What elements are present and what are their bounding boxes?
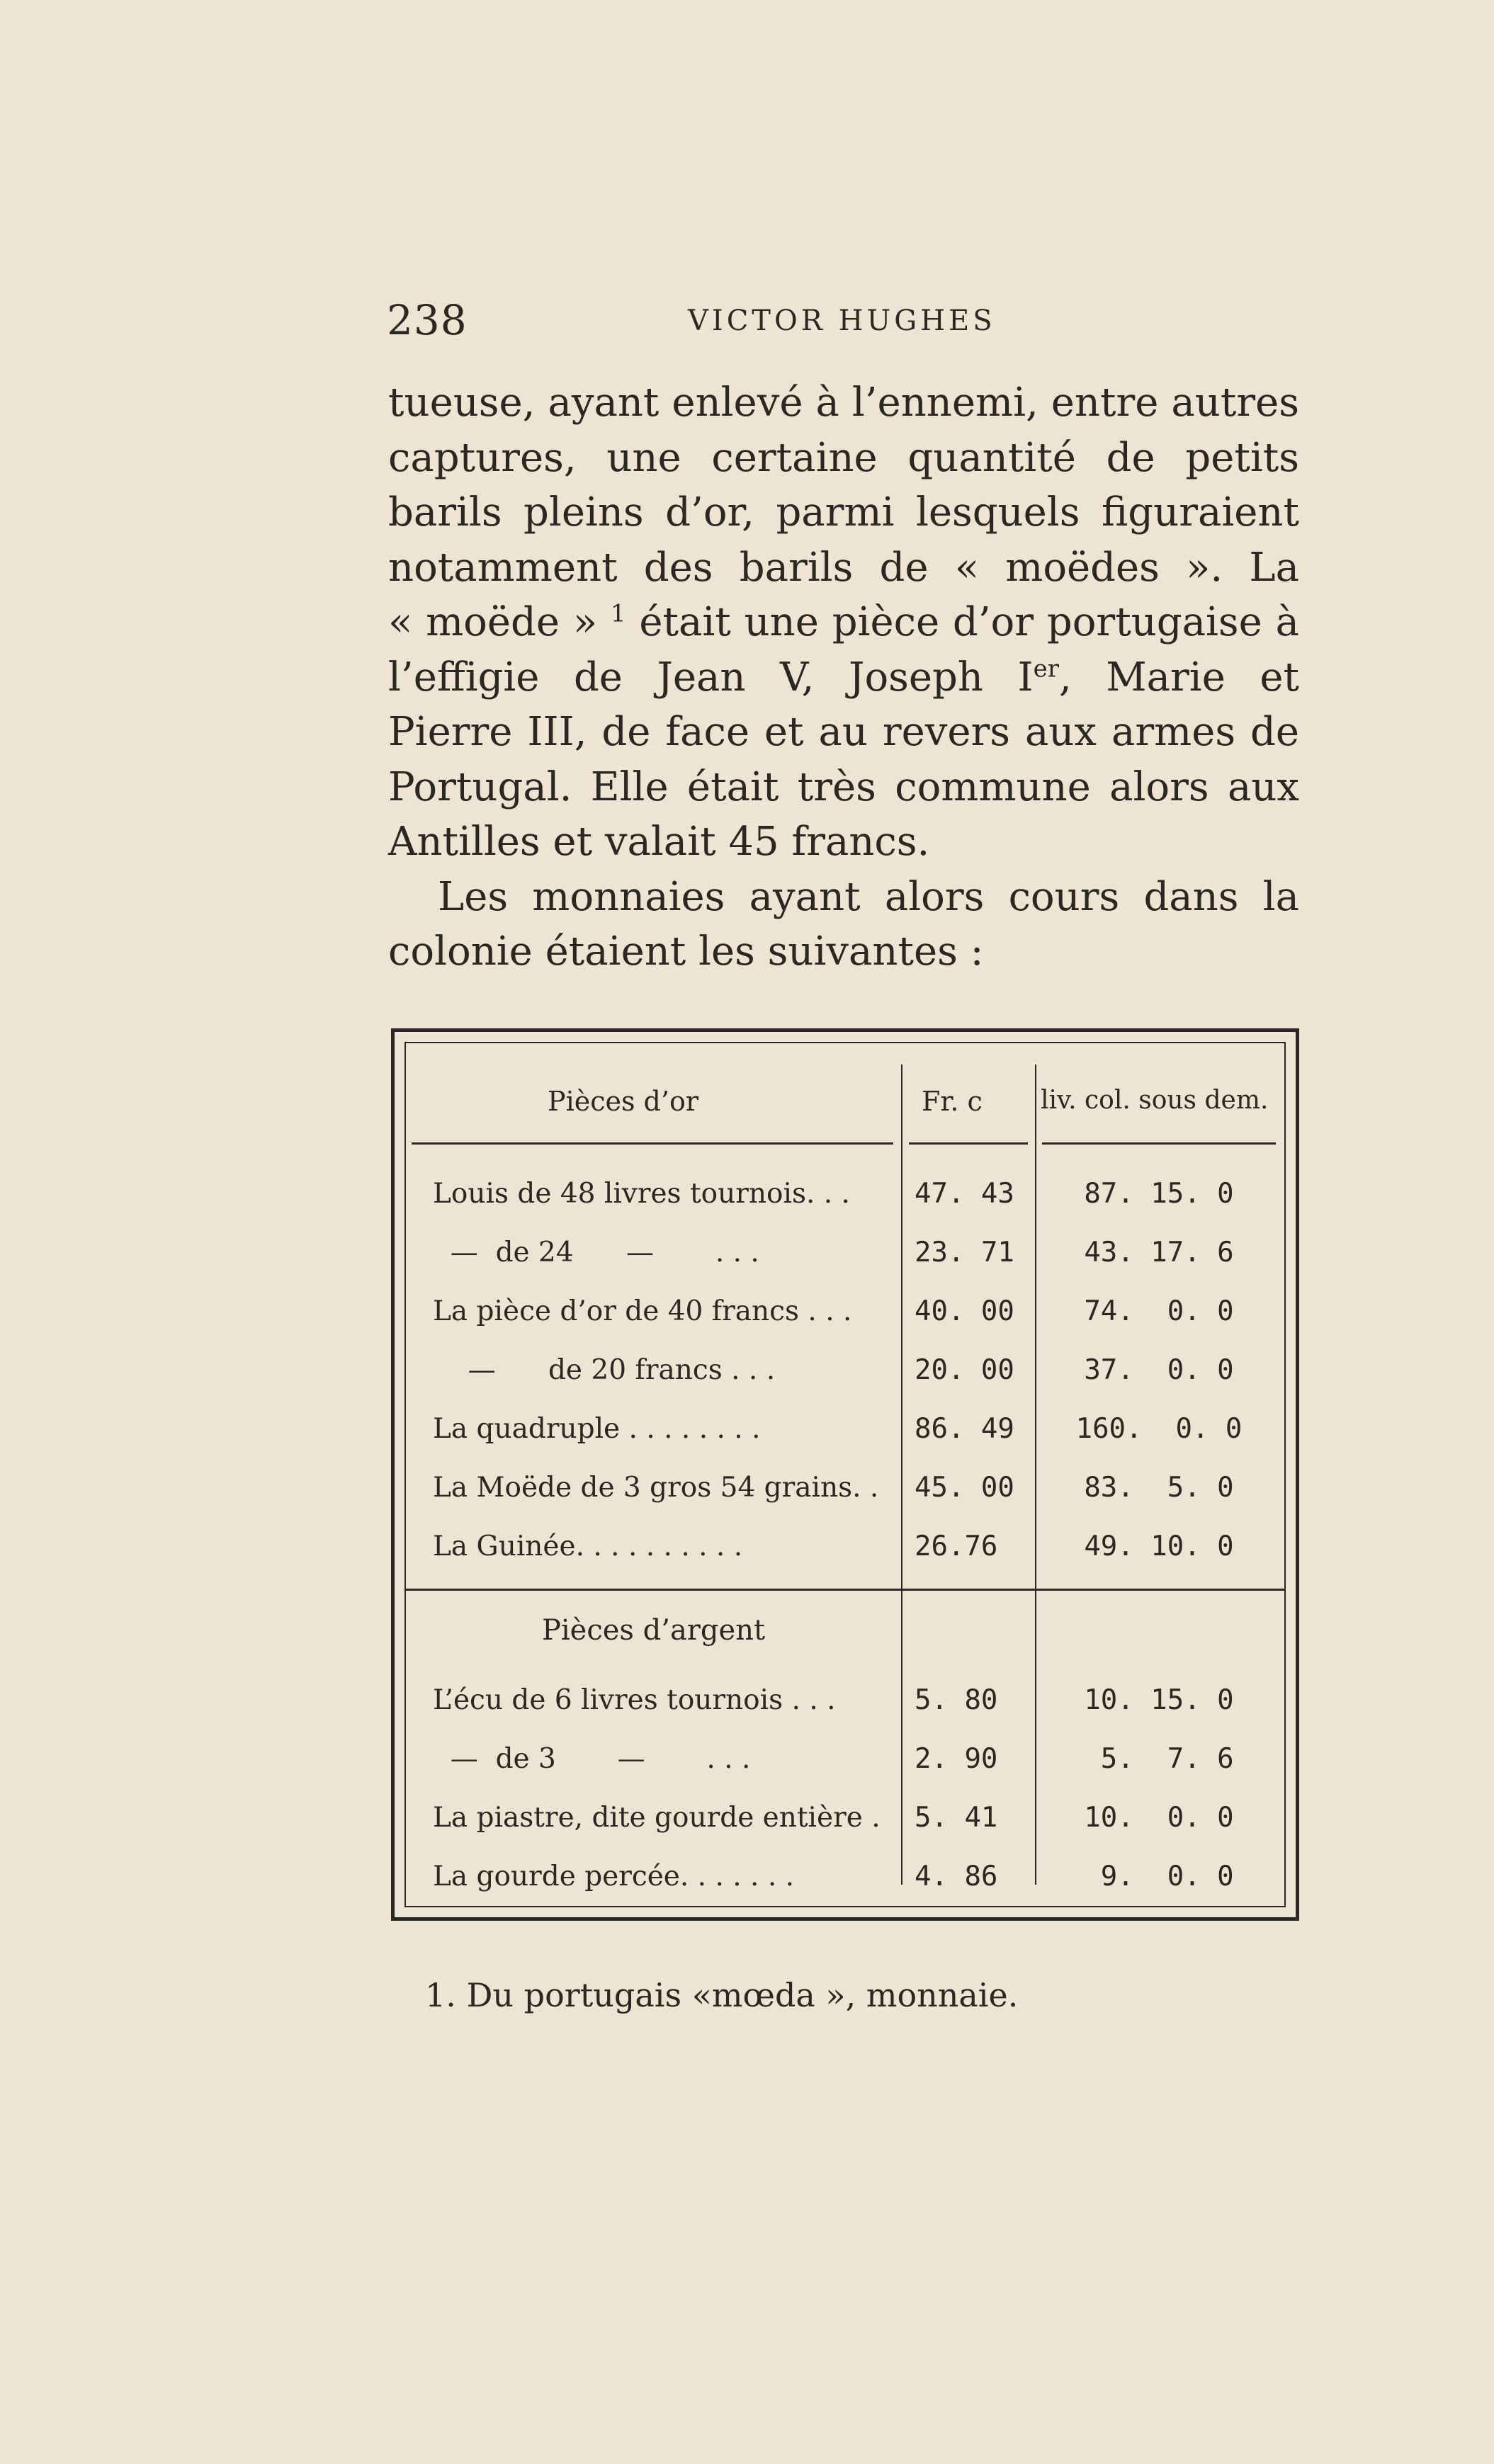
- text-line: tueuse, ayant enlevé à l’ennemi, entre autres: [388, 380, 1299, 426]
- coin-name: La Moëde de 3 gros 54 grains. .: [433, 1472, 879, 1504]
- text-line: barils pleins d’or, parmi lesquels figuraient: [388, 489, 1299, 535]
- table-row: [406, 1288, 1284, 1346]
- footnote-ref: 1: [610, 599, 626, 628]
- table-row: [406, 1347, 1284, 1405]
- text-line: notamment des barils de « moëdes ». La: [388, 544, 1299, 591]
- livres-value: 9. 0. 0: [1084, 1861, 1234, 1892]
- table-row: [406, 1171, 1284, 1229]
- text-fragment: « moëde »: [388, 599, 598, 645]
- livres-value: 5. 7. 6: [1084, 1743, 1234, 1775]
- footnote: 1. Du portugais «mœda », monnaie.: [425, 1976, 1019, 2014]
- text-line: Pierre III, de face et au revers aux armes de: [388, 709, 1299, 755]
- table-row: [406, 1795, 1284, 1853]
- header-rule: [1042, 1142, 1276, 1145]
- text-line: [388, 595, 1299, 650]
- header-livres: liv. col. sous dem.: [1041, 1086, 1269, 1115]
- page-header: [387, 296, 1301, 346]
- header-rule: [412, 1142, 893, 1145]
- livres-value: 74. 0. 0: [1084, 1295, 1234, 1327]
- table-row: [406, 1406, 1284, 1464]
- coin-name: La piastre, dite gourde entière .: [433, 1802, 881, 1834]
- running-head: VICTOR HUGHES: [688, 305, 996, 337]
- page-number: 238: [387, 296, 468, 344]
- text-fragment: l’effigie de Jean V, Joseph I: [388, 654, 1034, 700]
- table-inner-border: [404, 1042, 1286, 1907]
- coin-name: Louis de 48 livres tournois. . .: [433, 1178, 850, 1210]
- text-line: Les monnaies ayant alors cours dans la: [438, 873, 1299, 920]
- coin-name: La quadruple . . . . . . . .: [433, 1413, 761, 1445]
- livres-value: 160. 0. 0: [1075, 1413, 1243, 1445]
- coin-name: La Guinée. . . . . . . . . .: [433, 1531, 743, 1562]
- livres-value: 49. 10. 0: [1084, 1531, 1234, 1562]
- francs-value: 23. 71: [915, 1237, 1014, 1268]
- text-line: colonie étaient les suivantes :: [388, 929, 984, 975]
- text-line: [388, 650, 1299, 705]
- francs-value: 20. 00: [915, 1354, 1014, 1386]
- francs-value: 45. 00: [915, 1472, 1014, 1504]
- table-row: [406, 1677, 1284, 1735]
- superscript: er: [1033, 654, 1059, 683]
- francs-value: 86. 49: [915, 1413, 1014, 1445]
- francs-value: 5. 41: [915, 1802, 998, 1834]
- livres-value: 10. 15. 0: [1084, 1684, 1234, 1716]
- coin-name: — de 20 francs . . .: [433, 1354, 776, 1386]
- table-row: [406, 1853, 1284, 1912]
- livres-value: 87. 15. 0: [1084, 1178, 1234, 1210]
- francs-value: 2. 90: [915, 1743, 998, 1775]
- coin-name: La pièce d’or de 40 francs . . .: [433, 1295, 852, 1327]
- text-line: captures, une certaine quantité de petits: [388, 434, 1299, 481]
- header-gold-coins: Pièces d’or: [548, 1086, 699, 1117]
- currency-table: [391, 1028, 1299, 1921]
- table-row: [406, 1523, 1284, 1582]
- table-row: [406, 1736, 1284, 1794]
- francs-value: 40. 00: [915, 1295, 1014, 1327]
- francs-value: 47. 43: [915, 1178, 1014, 1210]
- text-line: Antilles et valait 45 francs.: [388, 819, 930, 865]
- francs-value: 5. 80: [915, 1684, 998, 1716]
- text-fragment: était une pièce d’or portugaise à: [626, 599, 1299, 645]
- body-text: [388, 375, 1299, 980]
- livres-value: 10. 0. 0: [1084, 1802, 1234, 1834]
- silver-section-title: Pièces d’argent: [541, 1614, 766, 1647]
- francs-value: 4. 86: [915, 1861, 998, 1892]
- coin-name: L’écu de 6 livres tournois . . .: [433, 1684, 836, 1716]
- coin-name: La gourde percée. . . . . . .: [433, 1861, 795, 1892]
- table-row: [406, 1230, 1284, 1288]
- coin-name: — de 3 — . . .: [433, 1743, 751, 1775]
- text-fragment: , Marie et: [1058, 654, 1300, 700]
- section-rule: [406, 1589, 1284, 1591]
- table-row: [406, 1465, 1284, 1523]
- coin-name: — de 24 — . . .: [433, 1237, 759, 1268]
- livres-value: 43. 17. 6: [1084, 1237, 1234, 1268]
- header-francs: Fr. c: [922, 1086, 983, 1117]
- text-line: Portugal. Elle était très commune alors aux: [388, 763, 1299, 810]
- francs-value: 26.76: [915, 1531, 998, 1562]
- livres-value: 83. 5. 0: [1084, 1472, 1234, 1504]
- livres-value: 37. 0. 0: [1084, 1354, 1234, 1386]
- header-rule: [909, 1142, 1028, 1145]
